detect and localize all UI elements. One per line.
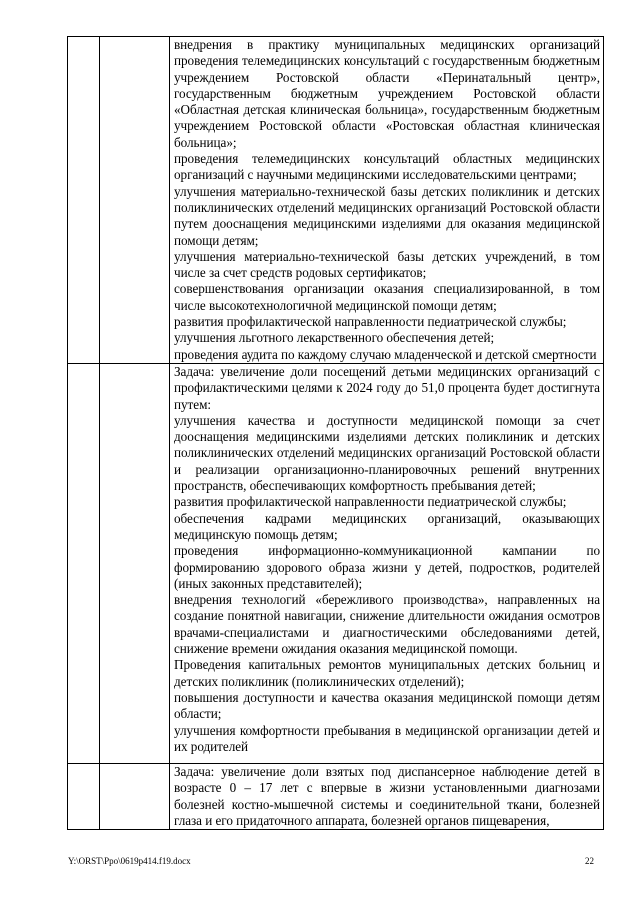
paragraph: улучшения материально-технической базы детских поликлиник и детских поликлинических отделений медицинских организаций Ростовской области путем дооснащения медицинскими изделиями для оказания медицинской помощи детям; bbox=[174, 183, 600, 248]
empty-cell bbox=[100, 764, 170, 830]
paragraph: проведения аудита по каждому случаю младенческой и детской смертности bbox=[174, 346, 597, 362]
text-cell bbox=[170, 364, 604, 764]
table-row bbox=[68, 37, 604, 364]
task-heading: Задача: увеличение доли взятых под диспансерное наблюдение детей в возрасте 0 – 17 лет с впервые в жизни установленными диагнозами болезней костно-мышечной системы и соединительной ткани, болезней глаза и его придаточного аппарата, болезней органов пищеварения, bbox=[174, 764, 600, 828]
content-table bbox=[67, 36, 604, 830]
paragraph: проведения информационно-коммуникационной кампании по формированию здорового образа жизни у детей, подростков, родителей (иных законных представителей); bbox=[174, 543, 600, 591]
paragraph: внедрения технологий «бережливого производства», направленных на создание понятной навигации, снижение длительности ожидания осмотров врачами-специалистами и диагностическими обследованиями детей, снижение времени ожидания оказания медицинской помощи. bbox=[174, 592, 600, 657]
table-row bbox=[68, 364, 604, 764]
empty-cell bbox=[68, 37, 100, 364]
paragraph: улучшения качества и доступности медицинской помощи за счет дооснащения медицинскими изделиями детских поликлиник и детских поликлинических отделений медицинских организаций Ростовской области и реализации организационно-планировочных решений внутренних пространств, обеспечивающих комфортность пребывания детей; bbox=[174, 412, 600, 494]
task-heading: Задача: увеличение доли посещений детьми медицинских организаций с профилактическими целями к 2024 году до 51,0 процента будет достигнута путем: bbox=[174, 364, 600, 412]
paragraph: внедрения в практику муниципальных медицинских организаций проведения телемедицинских консультаций с государственным бюджетным учреждением Ростовской области «Перинатальный центр», государственным бюджетным учреждением Ростовской области «Областная детская клиническая больница», государственным бюджетным учреждением Ростовской области «Ростовская областная клиническая больница»; bbox=[174, 37, 600, 150]
table-row bbox=[68, 764, 604, 830]
paragraph: улучшения материально-технической базы детских учреждений, в том числе за счет средств родовых сертификатов; bbox=[174, 248, 600, 281]
text-cell bbox=[170, 37, 604, 364]
empty-cell bbox=[100, 364, 170, 764]
paragraph: улучшения льготного лекарственного обеспечения детей; bbox=[174, 330, 495, 346]
paragraph: Проведения капитальных ремонтов муниципальных детских больниц и детских поликлиник (поликлинических отделений); bbox=[174, 657, 600, 689]
paragraph: улучшения комфортности пребывания в медицинской организации детей и их родителей bbox=[174, 722, 600, 754]
paragraph: повышения доступности и качества оказания медицинской помощи детям области; bbox=[174, 689, 600, 722]
empty-cell bbox=[68, 364, 100, 764]
file-path-footer: Y:\ORST\Ppo\0619p414.f19.docx bbox=[68, 856, 191, 866]
paragraph: развития профилактической направленности педиатрической службы; bbox=[174, 314, 567, 330]
paragraph: развития профилактической направленности педиатрической службы; bbox=[174, 494, 567, 510]
text-cell bbox=[170, 764, 604, 830]
page-number: 22 bbox=[585, 856, 594, 866]
paragraph: совершенствования организации оказания специализированной, в том числе высокотехнологичной медицинской помощи детям; bbox=[174, 281, 600, 313]
paragraph: проведения телемедицинских консультаций областных медицинских организаций с научными медицинскими исследовательскими центрами; bbox=[174, 151, 600, 183]
paragraph: обеспечения кадрами медицинских организаций, оказывающих медицинскую помощь детям; bbox=[174, 510, 600, 542]
empty-cell bbox=[68, 764, 100, 830]
empty-cell bbox=[100, 37, 170, 364]
